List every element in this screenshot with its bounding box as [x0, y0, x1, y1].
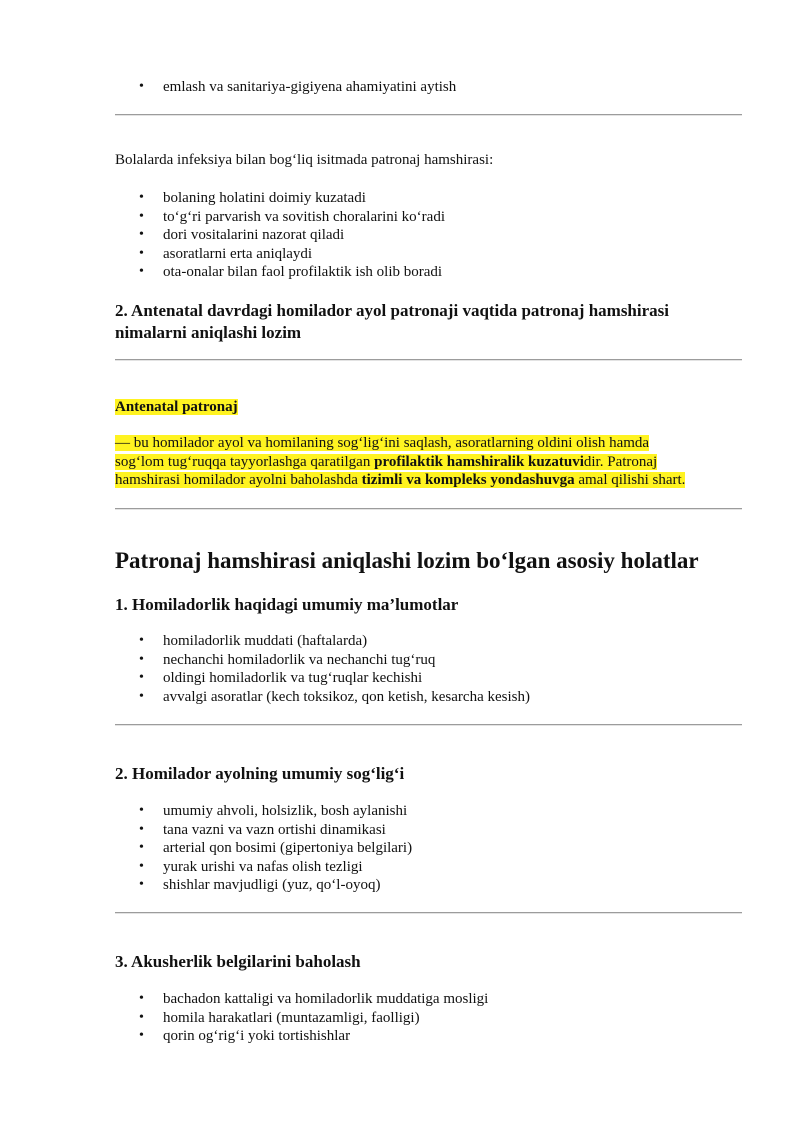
question-heading-line2: nimalarni aniqlashi lozim — [115, 323, 302, 342]
list-item: • yurak urishi va nafas olish tezligi — [115, 858, 742, 877]
question-heading — [115, 300, 742, 344]
question-heading-line1: 2. Antenatal davrdagi homilador ayol patronaji vaqtida patronaj hamshirasi — [115, 301, 669, 320]
definition-bold-1: profilaktik hamshiralik kuzatuvi — [374, 453, 584, 470]
section3-title: 3. Akusherlik belgilarini baholash — [115, 952, 361, 971]
infection-intro: Bolalarda infeksiya bilan bog‘liq isitmada patronaj hamshirasi: — [115, 152, 494, 168]
infection-list — [115, 189, 742, 282]
section1-title: 1. Homiladorlik haqidagi umumiy ma’lumotlar — [115, 595, 459, 614]
divider — [115, 359, 742, 361]
list-item: • qorin og‘rig‘i yoki tortishishlar — [115, 1027, 742, 1046]
definition-text-d: hamshirasi homilador ayolni baholashda — [115, 472, 362, 488]
list-item: • emlash va sanitariya-gigiyena ahamiyatini aytish — [115, 78, 742, 97]
section2-list — [115, 802, 742, 895]
list-item: • ota-onalar bilan faol profilaktik ish olib boradi — [115, 263, 742, 282]
definition-line-2 — [115, 454, 657, 470]
list-item: • tana vazni va vazn ortishi dinamikasi — [115, 821, 742, 840]
section3-list — [115, 990, 742, 1046]
list-item: • avvalgi asoratlar (kech toksikoz, qon ketish, kesarcha kesish) — [115, 688, 742, 707]
divider — [115, 912, 742, 914]
divider — [115, 508, 742, 510]
definition-body — [115, 434, 742, 490]
definition-bold-2: tizimli va kompleks yondashuvga — [361, 472, 575, 488]
list-item: • umumiy ahvoli, holsizlik, bosh aylanishi — [115, 802, 742, 821]
definition-text-b: sog‘lom tug‘ruqqa tayyorlashga qaratilgan — [115, 453, 375, 470]
section2-title: 2. Homilador ayolning umumiy sog‘lig‘i — [115, 764, 405, 783]
list-item: • homiladorlik muddati (haftalarda) — [115, 632, 742, 651]
top-list — [115, 78, 742, 97]
definition-line-3 — [115, 472, 685, 488]
list-item: • bachadon kattaligi va homiladorlik muddatiga mosligi — [115, 990, 742, 1009]
main-heading: Patronaj hamshirasi aniqlashi lozim bo‘lgan asosiy holatlar — [115, 548, 699, 573]
list-item: • arterial qon bosimi (gipertoniya belgilari) — [115, 839, 742, 858]
definition-term — [115, 398, 742, 417]
definition-line-1: — bu homilador ayol va homilaning sog‘lig‘ini saqlash, asoratlarning oldini olish hamda — [115, 435, 650, 451]
list-item: • dori vositalarini nazorat qiladi — [115, 226, 742, 245]
list-item: • homila harakatlari (muntazamligi, faolligi) — [115, 1009, 742, 1028]
list-item: • asoratlarni erta aniqlaydi — [115, 245, 742, 264]
section1-list — [115, 632, 742, 706]
divider — [115, 114, 742, 116]
definition-text-c: dir. Patronaj — [583, 453, 658, 470]
list-item: • to‘g‘ri parvarish va sovitish choralarini ko‘radi — [115, 208, 742, 227]
list-item: • nechanchi homiladorlik va nechanchi tug‘ruq — [115, 651, 742, 670]
divider — [115, 724, 742, 726]
definition-term-text: Antenatal patronaj — [115, 399, 238, 415]
list-item: • bolaning holatini doimiy kuzatadi — [115, 189, 742, 208]
definition-text-e: amal qilishi shart. — [574, 472, 686, 488]
list-item: • shishlar mavjudligi (yuz, qo‘l-oyoq) — [115, 876, 742, 895]
list-item: • oldingi homiladorlik va tug‘ruqlar kechishi — [115, 669, 742, 688]
